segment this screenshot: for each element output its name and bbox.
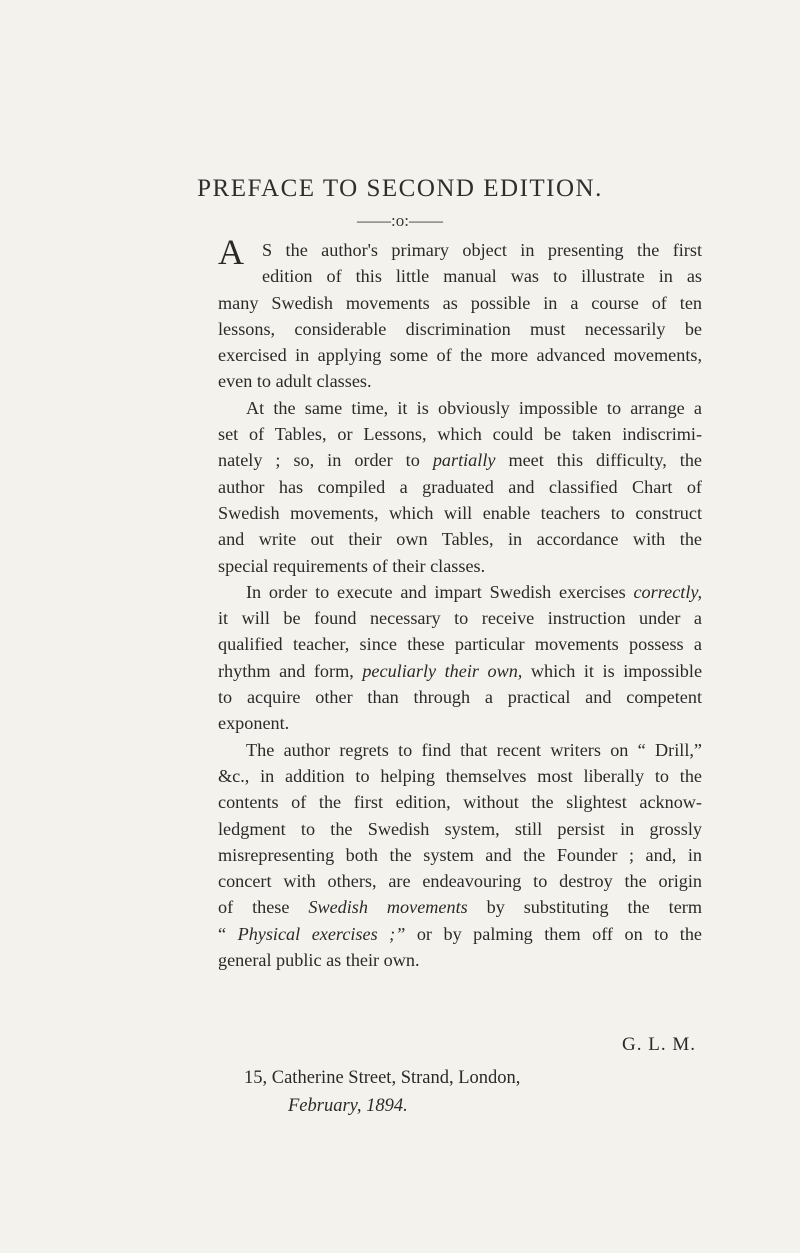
text-line: qualified teacher, since these particular movements possess a (218, 634, 702, 655)
preface-body (218, 237, 702, 973)
text-line: S the author's primary object in presenting the first (262, 240, 702, 260)
text-line: it will be found necessary to receive instruction under a (218, 608, 702, 629)
text-line: set of Tables, or Lessons, which could be taken indiscrimi- (218, 424, 702, 445)
text-line: of these Swedish movements by substituting the term (218, 897, 702, 918)
text-line: The author regrets to find that recent writers on “ Drill,” (246, 739, 702, 760)
text-line: special requirements of their classes. (218, 555, 486, 576)
text-line: rhythm and form, peculiarly their own, which it is impossible (218, 660, 702, 681)
text-line: “ Physical exercises ;” or by palming them off on to the (218, 923, 702, 944)
text-line: &c., in addition to helping themselves most liberally to the (218, 765, 702, 786)
signature: G. L. M. (622, 1034, 696, 1055)
text-line: author has compiled a graduated and classified Chart of (218, 476, 702, 497)
text-line: misrepresenting both the system and the Founder ; and, in (218, 844, 702, 865)
text-line: general public as their own. (218, 950, 420, 971)
text-line: concert with others, are endeavouring to destroy the origin (218, 871, 702, 892)
text-line: even to adult classes. (218, 371, 372, 392)
text-line: exercised in applying some of the more advanced movements, (218, 345, 702, 366)
text-line: exponent. (218, 713, 290, 734)
text-line: many Swedish movements as possible in a course of ten (218, 292, 702, 313)
drop-cap: A (218, 232, 244, 272)
text-line: and write out their own Tables, in accordance with the (218, 529, 702, 550)
text-line: Swedish movements, which will enable teachers to construct (218, 502, 702, 523)
date-line: February, 1894. (288, 1096, 408, 1116)
text-line: ledgment to the Swedish system, still persist in grossly (218, 818, 702, 839)
address-line: 15, Catherine Street, Strand, London, (244, 1068, 521, 1088)
page-title: PREFACE TO SECOND EDITION. (197, 175, 603, 202)
text-line: nately ; so, in order to partially meet this difficulty, the (218, 450, 702, 471)
section-divider: ——:o:—— (357, 211, 443, 230)
text-line: At the same time, it is obviously impossible to arrange a (246, 397, 702, 418)
text-line: In order to execute and impart Swedish exercises correctly, (246, 581, 702, 602)
text-line: contents of the first edition, without the slightest acknow- (218, 792, 702, 813)
text-line: lessons, considerable discrimination must necessarily be (218, 318, 702, 339)
text-line: edition of this little manual was to illustrate in as (262, 266, 702, 287)
text-line: to acquire other than through a practical and competent (218, 687, 702, 708)
